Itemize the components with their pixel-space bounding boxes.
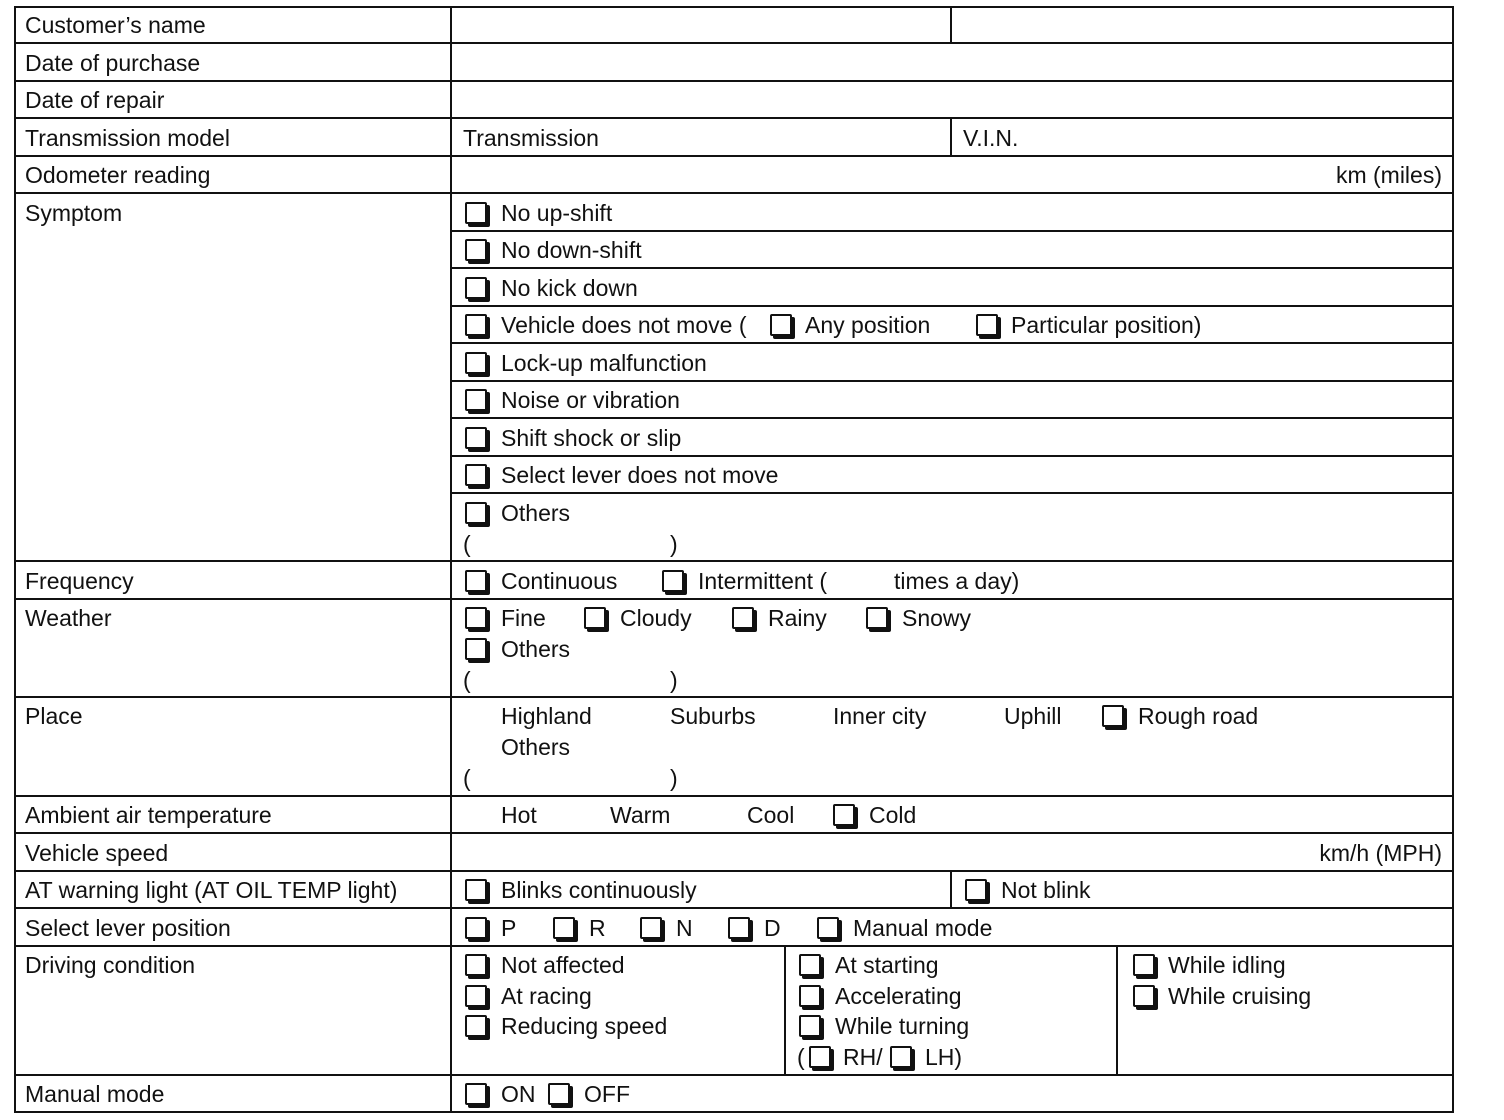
lever-n-label: N — [676, 915, 693, 941]
speed-unit: km/h (MPH) — [1319, 840, 1442, 866]
rainy-label: Rainy — [768, 605, 827, 631]
shift-shock-or-slip-label: Shift shock or slip — [501, 425, 682, 451]
no-up-shift-label: No up-shift — [501, 200, 613, 226]
lever-p-checkbox[interactable] — [465, 917, 487, 939]
reducing-speed-checkbox[interactable] — [465, 1015, 487, 1037]
vin-field-label: V.I.N. — [963, 125, 1019, 151]
any-position-label: Any position — [805, 312, 931, 338]
lh-label: LH) — [925, 1044, 963, 1070]
place-others-paren-close: ) — [670, 765, 678, 791]
at-warning-light-label: AT warning light (AT OIL TEMP light) — [25, 877, 398, 903]
no-kick-down-label: No kick down — [501, 275, 638, 301]
symptom-others-paren-open: ( — [463, 531, 471, 557]
warm-label: Warm — [610, 802, 671, 828]
rough-road-label: Rough road — [1138, 703, 1259, 729]
row-divider — [14, 42, 1454, 44]
weather-others-paren-open: ( — [463, 667, 471, 693]
name-cell-divider — [950, 6, 952, 44]
at-racing-checkbox[interactable] — [465, 985, 487, 1007]
no-kick-down-checkbox[interactable] — [465, 277, 487, 299]
cloudy-label: Cloudy — [620, 605, 692, 631]
particular-position-checkbox[interactable] — [976, 314, 998, 336]
not-affected-label: Not affected — [501, 952, 625, 978]
vehicle-does-not-move-label: Vehicle does not move ( — [501, 312, 747, 338]
vin-cell-divider — [950, 117, 952, 157]
uphill-label: Uphill — [1004, 703, 1062, 729]
weather-label: Weather — [25, 605, 112, 631]
driving-col-divider-1 — [784, 945, 786, 1076]
weather-others-paren-close: ) — [670, 667, 678, 693]
inner-city-label: Inner city — [833, 703, 927, 729]
row-divider — [14, 598, 1454, 600]
lock-up-malfunction-label: Lock-up malfunction — [501, 350, 707, 376]
lh-checkbox[interactable] — [890, 1046, 912, 1068]
no-up-shift-checkbox[interactable] — [465, 202, 487, 224]
noise-or-vibration-label: Noise or vibration — [501, 387, 680, 413]
row-divider — [14, 945, 1454, 947]
lock-up-malfunction-checkbox[interactable] — [465, 352, 487, 374]
while-idling-label: While idling — [1168, 952, 1286, 978]
lever-manual-mode-checkbox[interactable] — [817, 917, 839, 939]
lever-manual-mode-label: Manual mode — [853, 915, 993, 941]
symptom-row-divider — [450, 267, 1454, 269]
manual-off-checkbox[interactable] — [548, 1083, 570, 1105]
cloudy-checkbox[interactable] — [584, 607, 606, 629]
continuous-label: Continuous — [501, 568, 618, 594]
manual-off-label: OFF — [584, 1081, 630, 1107]
warning-light-cell-divider — [950, 870, 952, 909]
customer-name-label: Customer’s name — [25, 12, 206, 38]
row-divider — [14, 560, 1454, 562]
place-others-label: Others — [501, 734, 571, 760]
driving-col-divider-2 — [1116, 945, 1118, 1076]
at-starting-checkbox[interactable] — [799, 954, 821, 976]
row-divider — [14, 907, 1454, 909]
lever-r-label: R — [589, 915, 606, 941]
symptom-others-paren-close: ) — [670, 531, 678, 557]
turning-paren-open: ( — [797, 1044, 805, 1070]
lever-p-label: P — [501, 915, 517, 941]
symptom-row-divider — [450, 455, 1454, 457]
date-of-repair-label: Date of repair — [25, 87, 165, 113]
odometer-unit: km (miles) — [1335, 162, 1442, 188]
transmission-model-label: Transmission model — [25, 125, 230, 151]
cold-label: Cold — [869, 802, 917, 828]
particular-position-label: Particular position) — [1011, 312, 1202, 338]
times-a-day-label: times a day) — [894, 568, 1020, 594]
not-blink-label: Not blink — [1001, 877, 1091, 903]
blinks-continuously-checkbox[interactable] — [465, 879, 487, 901]
select-lever-does-not-move-label: Select lever does not move — [501, 462, 779, 488]
lever-r-checkbox[interactable] — [553, 917, 575, 939]
blinks-continuously-label: Blinks continuously — [501, 877, 697, 903]
row-divider — [14, 870, 1454, 872]
fine-label: Fine — [501, 605, 546, 631]
accelerating-label: Accelerating — [835, 983, 962, 1009]
at-starting-label: At starting — [835, 952, 939, 978]
while-turning-checkbox[interactable] — [799, 1015, 821, 1037]
no-down-shift-checkbox[interactable] — [465, 239, 487, 261]
table-border-bottom — [14, 1111, 1454, 1113]
weather-others-checkbox[interactable] — [465, 638, 487, 660]
transmission-field-label: Transmission — [463, 125, 599, 151]
while-turning-label: While turning — [835, 1013, 970, 1039]
symptom-others-label: Others — [501, 500, 571, 526]
while-idling-checkbox[interactable] — [1133, 954, 1155, 976]
while-cruising-label: While cruising — [1168, 983, 1312, 1009]
lever-d-label: D — [764, 915, 781, 941]
rh-checkbox[interactable] — [809, 1046, 831, 1068]
symptom-others-checkbox[interactable] — [465, 502, 487, 524]
manual-on-checkbox[interactable] — [465, 1083, 487, 1105]
row-divider — [14, 832, 1454, 834]
ambient-air-temperature-label: Ambient air temperature — [25, 802, 272, 828]
lever-n-checkbox[interactable] — [640, 917, 662, 939]
rough-road-checkbox[interactable] — [1102, 705, 1124, 727]
symptom-row-divider — [450, 342, 1454, 344]
continuous-checkbox[interactable] — [465, 570, 487, 592]
no-down-shift-label: No down-shift — [501, 237, 642, 263]
snowy-label: Snowy — [902, 605, 972, 631]
row-divider — [14, 192, 1454, 194]
intermittent-label: Intermittent ( — [698, 568, 828, 594]
cool-label: Cool — [747, 802, 795, 828]
vehicle-does-not-move-checkbox[interactable] — [465, 314, 487, 336]
manual-on-label: ON — [501, 1081, 536, 1107]
symptom-row-divider — [450, 305, 1454, 307]
suburbs-label: Suburbs — [670, 703, 756, 729]
date-of-purchase-label: Date of purchase — [25, 50, 201, 76]
diagnostic-worksheet — [14, 6, 1454, 1113]
select-lever-position-label: Select lever position — [25, 915, 231, 941]
while-cruising-checkbox[interactable] — [1133, 985, 1155, 1007]
row-divider — [14, 1074, 1454, 1076]
frequency-label: Frequency — [25, 568, 134, 594]
place-label: Place — [25, 703, 83, 729]
symptom-row-divider — [450, 417, 1454, 419]
odometer-reading-label: Odometer reading — [25, 162, 211, 188]
noise-or-vibration-checkbox[interactable] — [465, 389, 487, 411]
not-affected-checkbox[interactable] — [465, 954, 487, 976]
rh-label: RH/ — [843, 1044, 883, 1070]
symptom-row-divider — [450, 230, 1454, 232]
snowy-checkbox[interactable] — [866, 607, 888, 629]
rainy-checkbox[interactable] — [732, 607, 754, 629]
place-others-paren-open: ( — [463, 765, 471, 791]
row-divider — [14, 795, 1454, 797]
row-divider — [14, 696, 1454, 698]
driving-condition-label: Driving condition — [25, 952, 196, 978]
not-blink-checkbox[interactable] — [965, 879, 987, 901]
row-divider — [14, 117, 1454, 119]
row-divider — [14, 155, 1454, 157]
weather-others-label: Others — [501, 636, 571, 662]
select-lever-does-not-move-checkbox[interactable] — [465, 464, 487, 486]
any-position-checkbox[interactable] — [770, 314, 792, 336]
symptom-row-divider — [450, 380, 1454, 382]
table-border-top — [14, 6, 1454, 8]
vehicle-speed-label: Vehicle speed — [25, 840, 169, 866]
row-divider — [14, 80, 1454, 82]
symptom-label: Symptom — [25, 200, 123, 226]
highland-label: Highland — [501, 703, 592, 729]
shift-shock-or-slip-checkbox[interactable] — [465, 427, 487, 449]
intermittent-checkbox[interactable] — [662, 570, 684, 592]
symptom-row-divider — [450, 492, 1454, 494]
accelerating-checkbox[interactable] — [799, 985, 821, 1007]
manual-mode-label: Manual mode — [25, 1081, 165, 1107]
reducing-speed-label: Reducing speed — [501, 1013, 668, 1039]
lever-d-checkbox[interactable] — [728, 917, 750, 939]
fine-checkbox[interactable] — [465, 607, 487, 629]
cold-checkbox[interactable] — [833, 804, 855, 826]
at-racing-label: At racing — [501, 983, 592, 1009]
hot-label: Hot — [501, 802, 537, 828]
